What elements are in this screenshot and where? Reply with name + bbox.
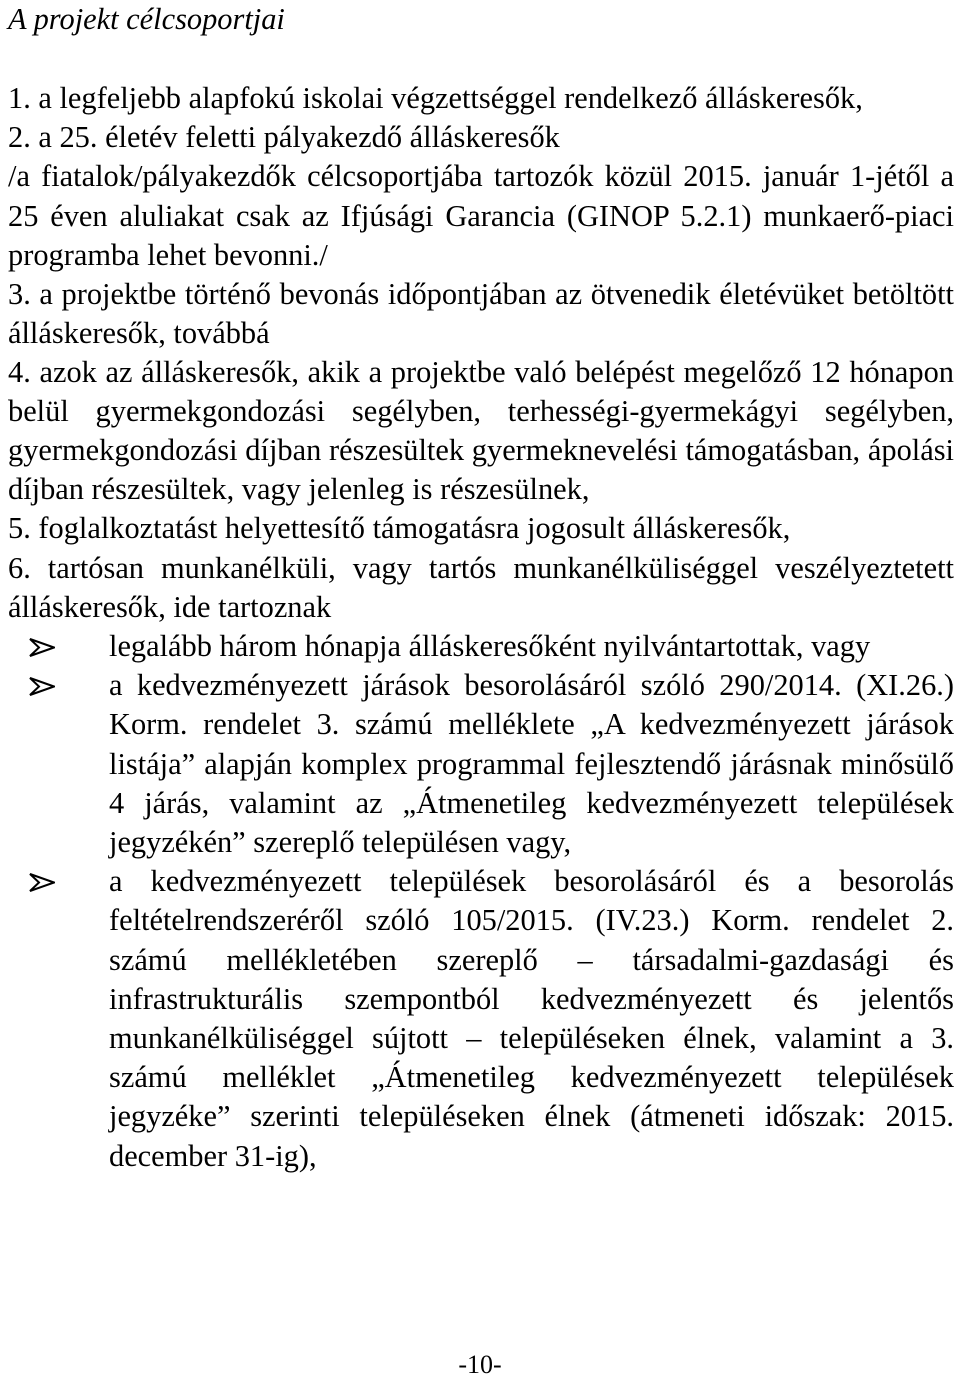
arrow-bullet-icon [29,677,55,696]
arrow-bullet-icon [29,873,55,892]
list-item-2: 2. a 25. életév feletti pályakezdő álláskeresők [8,120,560,155]
bullet-item-1 [8,627,954,666]
document-page [8,0,954,1176]
page-number: -10- [458,1350,502,1379]
bullet-item-3 [8,862,954,1176]
list-item-6: 6. tartósan munkanélküli, vagy tartós munkanélküliséggel veszélyeztetett álláskeresők, ide tartoznak [8,550,954,624]
bullet-text: a kedvezményezett települések besorolásáról és a besorolás feltételrendszeréről szóló 105/2015. (IV.23.) Korm. rendelet 2. számú mellékletében szereplő – társadalmi-gazdasági és infrastrukturális szempontból kedvezményezett és jelentős munkanélküliséggel sújtott – településeken élnek, valamint a 3. számú melléklet „Átmenetileg kedvezményezett települések jegyzéke” szerinti településeken élnek (átmeneti időszak: 2015. december 31-ig), [109,864,954,1173]
list-item-2-note: /a fiatalok/pályakezdők célcsoportjába tartozók közül 2015. január 1-jétől a 25 éven aluliakat csak az Ifjúsági Garancia (GINOP 5.2.1) munkaerő-piaci programba lehet bevonni./ [8,159,954,272]
list-item-1: 1. a legfeljebb alapfokú iskolai végzettséggel rendelkező álláskeresők, [8,81,863,115]
list-item-3: 3. a projektbe történő bevonás időpontjában az ötvenedik életévüket betöltött álláskeresők, továbbá [8,277,954,351]
bullet-text: a kedvezményezett járások besorolásáról szóló 290/2014. (XI.26.) Korm. rendelet 3. számú melléklete „A kedvezményezett járások listája” alapján komplex programmal fejlesztendő járásnak minősülő 4 járás, valamint az „Átmenetileg kedvezményezett települések jegyzékén” szereplő településen vagy, [109,668,954,860]
bullet-item-2 [8,666,954,862]
bullet-text: legalább három hónapja álláskeresőként nyilvántartottak, vagy [109,629,871,664]
spacer [8,38,954,79]
list-item-5: 5. foglalkoztatást helyettesítő támogatásra jogosult álláskeresők, [8,511,791,546]
list-item-4: 4. azok az álláskeresők, akik a projektbe való belépést megelőző 12 hónapon belül gyermekgondozási segélyben, terhességi-gyermekágyi segélyben, gyermekgondozási díjban részesültek gyermeknevelési támogatásban, ápolási díjban részesültek, vagy jelenleg is részesülnek, [8,355,954,507]
section-title: A projekt célcsoportjai [8,2,285,36]
arrow-bullet-icon [29,638,55,657]
